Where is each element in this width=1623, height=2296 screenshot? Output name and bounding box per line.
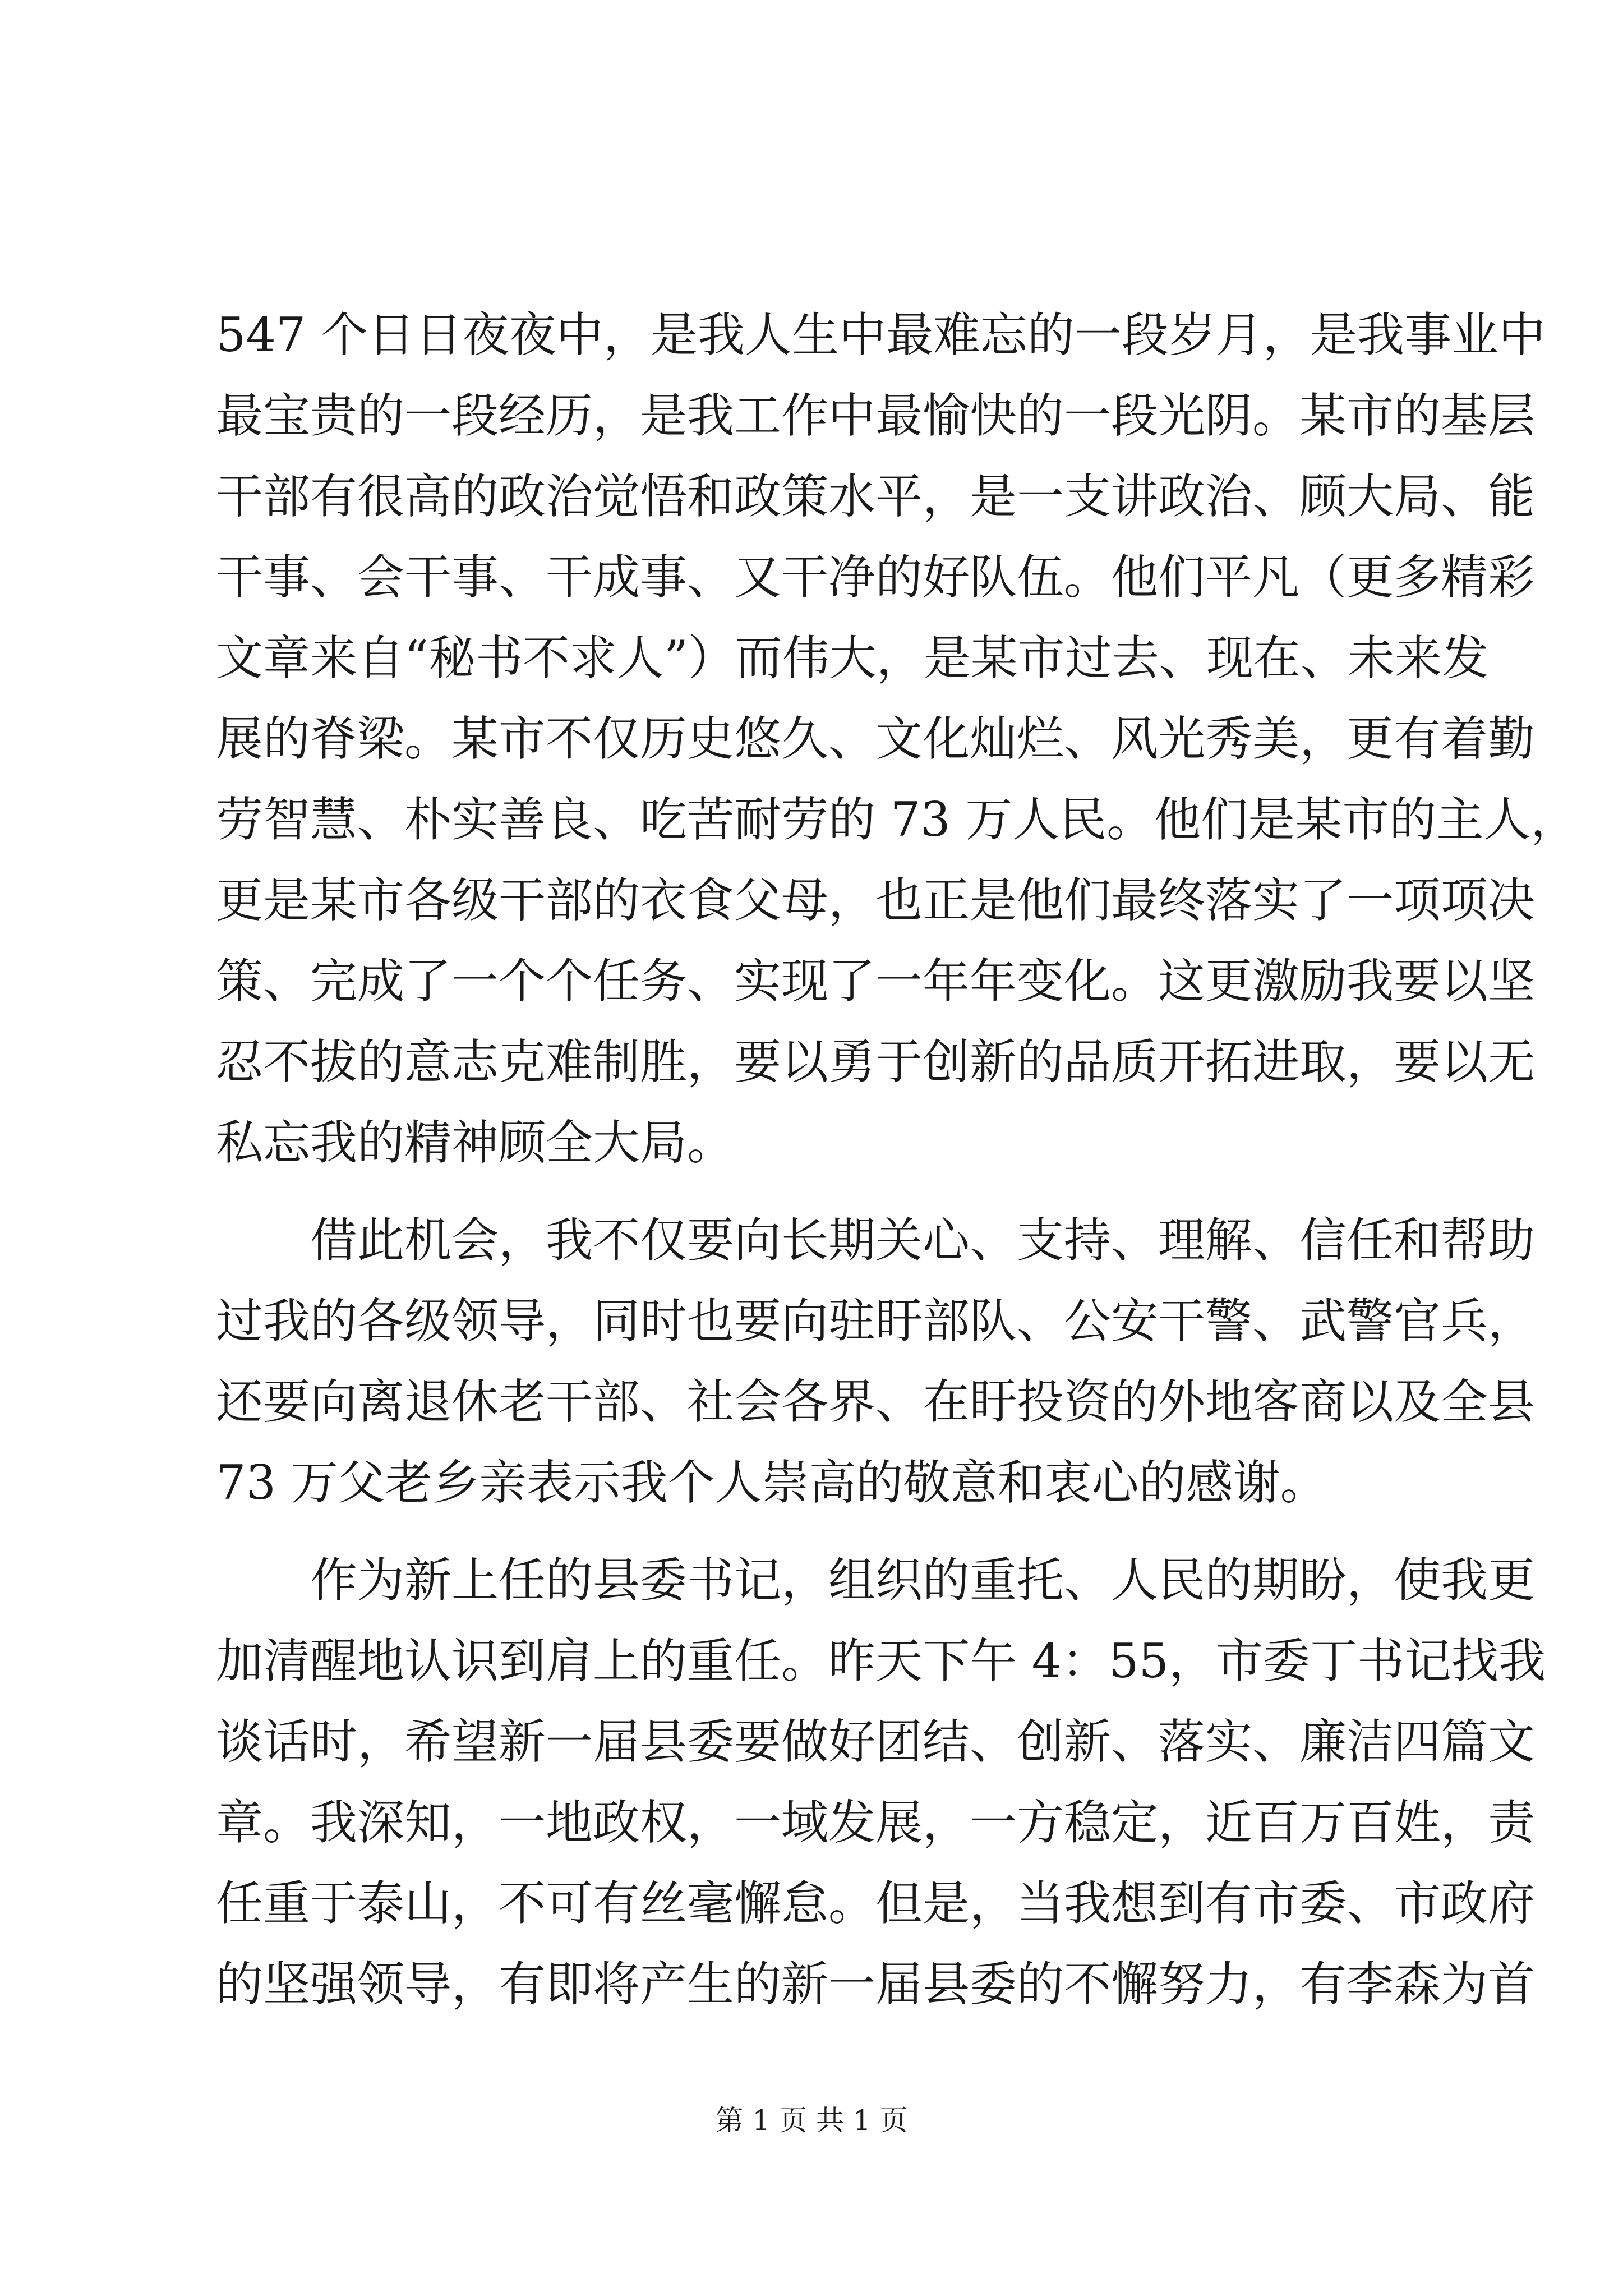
text-line: 章。我深知，一地政权，一域发展，一方稳定，近百万百姓，责 [216,1795,1536,1850]
text-line: 谈话时，希望新一届县委要做好团结、创新、落实、廉洁四篇文 [216,1714,1536,1769]
text-line: 文章来自“秘书不求人”）而伟大，是某市过去、现在、未来发 [216,631,1489,685]
text-line: 加清醒地认识到肩上的重任。昨天下午 4：55，市委丁书记找我 [216,1634,1546,1688]
body-text [216,295,1578,2024]
text-line: 还要向离退休老干部、社会各界、在盱投资的外地客商以及全县 [216,1374,1536,1429]
text-line: 忍不拔的意志克难制胜，要以勇于创新的品质开拓进取，要以无 [216,1034,1536,1089]
text-line: 547 个日日夜夜中，是我人生中最难忘的一段岁月，是我事业中 [216,307,1546,362]
paragraph [216,295,1578,1183]
page-footer: 第 1 页 共 1 页 [715,2104,908,2137]
text-line: 73 万父老乡亲表示我个人崇高的敬意和衷心的感谢。 [216,1455,1327,1510]
text-line: 展的脊梁。某市不仅历史悠久、文化灿烂、风光秀美，更有着勤 [216,711,1536,766]
text-line: 过我的各级领导，同时也要向驻盱部队、公安干警、武警官兵， [216,1294,1536,1349]
paragraph-spacer [216,1183,1416,1200]
paragraph-spacer [216,1523,1416,1540]
text-line: 干部有很高的政治觉悟和政策水平，是一支讲政治、顾大局、能 [216,469,1536,524]
text-line: 借此机会，我不仅要向长期关心、支持、理解、信任和帮助 [310,1213,1536,1268]
text-line: 最宝贵的一段经历，是我工作中最愉快的一段光阴。某市的基层 [216,388,1536,443]
text-line: 私忘我的精神顾全大局。 [216,1115,735,1170]
text-line: 任重于泰山，不可有丝毫懈怠。但是，当我想到有市委、市政府 [216,1876,1536,1931]
text-line: 更是某市各级干部的衣食父母，也正是他们最终落实了一项项决 [216,873,1536,928]
text-line: 作为新上任的县委书记，组织的重托、人民的期盼，使我更 [310,1553,1536,1608]
paragraph [216,1200,1536,1523]
paragraph [216,1540,1546,2024]
text-line: 干事、会干事、干成事、又干净的好队伍。他们平凡（更多精彩 [216,550,1536,605]
text-line: 策、完成了一个个任务、实现了一年年变化。这更激励我要以坚 [216,954,1536,1009]
text-line: 的坚强领导，有即将产生的新一届县委的不懈努力，有李森为首 [216,1957,1536,2012]
text-line: 劳智慧、朴实善良、吃苦耐劳的 73 万人民。他们是某市的主人， [216,792,1578,847]
